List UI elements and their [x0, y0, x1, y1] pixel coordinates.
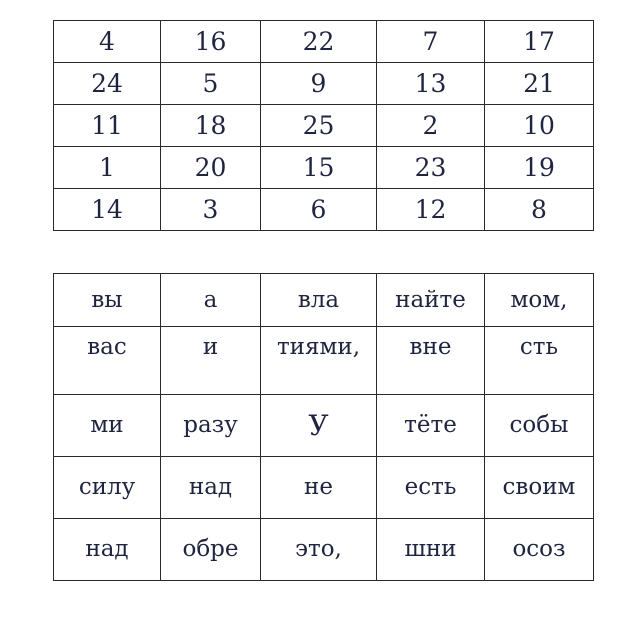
word-cell: есть [377, 457, 485, 519]
number-row [54, 63, 594, 105]
number-cell: 21 [485, 63, 594, 105]
number-cell: 24 [54, 63, 161, 105]
word-cell: и [161, 327, 261, 395]
word-cell: это, [261, 519, 377, 581]
number-cell: 3 [161, 189, 261, 231]
word-cell: вла [261, 274, 377, 327]
number-cell: 2 [377, 105, 485, 147]
number-row [54, 147, 594, 189]
word-row [54, 274, 594, 327]
word-fragment-grid [53, 273, 594, 581]
number-cell: 18 [161, 105, 261, 147]
number-cell: 4 [54, 21, 161, 63]
number-cell: 6 [261, 189, 377, 231]
word-cell: обре [161, 519, 261, 581]
number-cell: 15 [261, 147, 377, 189]
number-cell: 19 [485, 147, 594, 189]
number-row [54, 21, 594, 63]
number-cell: 11 [54, 105, 161, 147]
word-cell: мом, [485, 274, 594, 327]
word-cell: У [261, 395, 377, 457]
number-row [54, 189, 594, 231]
word-row [54, 457, 594, 519]
word-cell: вы [54, 274, 161, 327]
word-cell: разу [161, 395, 261, 457]
word-cell: тиями, [261, 327, 377, 395]
number-cell: 10 [485, 105, 594, 147]
number-cell: 12 [377, 189, 485, 231]
number-cell: 9 [261, 63, 377, 105]
number-cell: 23 [377, 147, 485, 189]
number-cell: 1 [54, 147, 161, 189]
number-cell: 22 [261, 21, 377, 63]
word-cell: сть [485, 327, 594, 395]
number-cell: 13 [377, 63, 485, 105]
word-cell: вас [54, 327, 161, 395]
word-row [54, 395, 594, 457]
word-cell: тёте [377, 395, 485, 457]
number-cell: 25 [261, 105, 377, 147]
number-cell: 14 [54, 189, 161, 231]
word-cell: над [161, 457, 261, 519]
word-cell: шни [377, 519, 485, 581]
word-cell: собы [485, 395, 594, 457]
word-cell: силу [54, 457, 161, 519]
word-cell: над [54, 519, 161, 581]
number-cell: 8 [485, 189, 594, 231]
number-cell: 20 [161, 147, 261, 189]
number-cell: 7 [377, 21, 485, 63]
word-cell: ми [54, 395, 161, 457]
number-row [54, 105, 594, 147]
word-row [54, 327, 594, 395]
word-cell: осоз [485, 519, 594, 581]
word-cell: а [161, 274, 261, 327]
word-cell: найте [377, 274, 485, 327]
number-grid [53, 20, 594, 231]
word-cell: своим [485, 457, 594, 519]
word-cell: не [261, 457, 377, 519]
number-cell: 16 [161, 21, 261, 63]
word-cell: вне [377, 327, 485, 395]
number-cell: 17 [485, 21, 594, 63]
number-cell: 5 [161, 63, 261, 105]
word-row [54, 519, 594, 581]
